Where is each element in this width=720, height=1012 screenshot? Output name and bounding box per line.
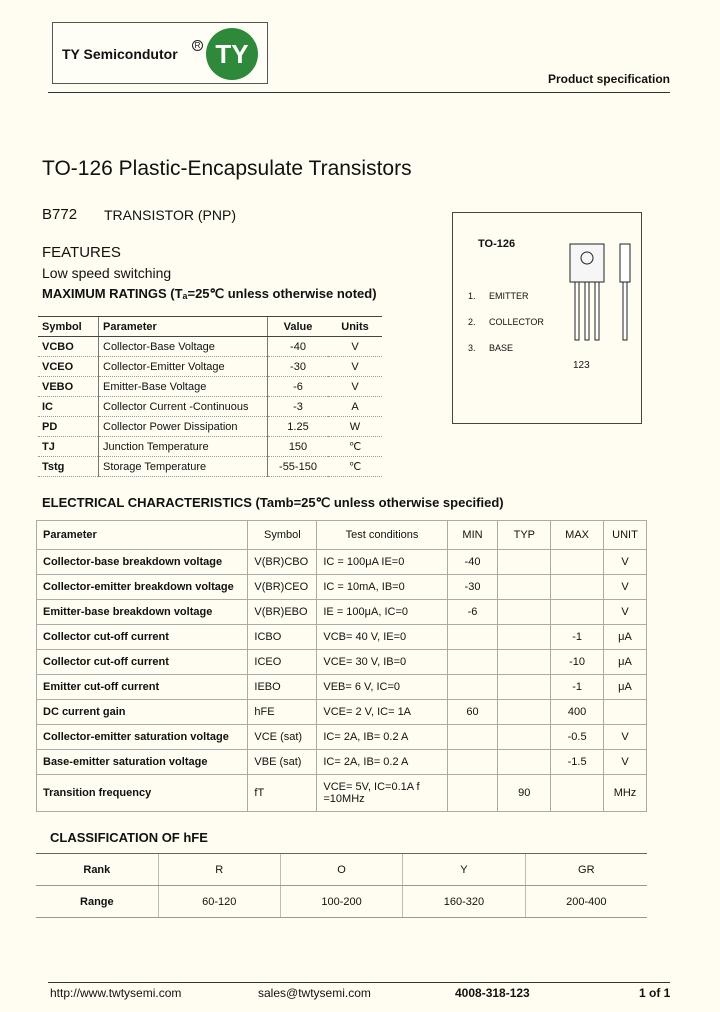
- pin-label: COLLECTOR: [489, 317, 544, 327]
- symbol-cell: hFE: [248, 700, 317, 725]
- condition-cell: IC = 10mA, IB=0: [317, 575, 447, 600]
- table-row: [38, 397, 382, 417]
- table-row: [37, 600, 647, 625]
- table-row: [37, 550, 647, 575]
- condition-cell: VEB= 6 V, IC=0: [317, 675, 447, 700]
- condition-cell: VCE= 30 V, IB=0: [317, 650, 447, 675]
- condition-cell: IC = 100μA IE=0: [317, 550, 447, 575]
- unit-cell: V: [604, 600, 647, 625]
- column-header: Parameter: [37, 521, 248, 550]
- column-header: Value: [268, 317, 329, 337]
- pin-order: 123: [573, 360, 590, 371]
- max-cell: -10: [551, 650, 604, 675]
- typ-cell: [498, 575, 551, 600]
- symbol-cell: ICBO: [248, 625, 317, 650]
- max-ratings-table: [38, 316, 382, 477]
- unit-cell: ℃: [328, 437, 382, 457]
- unit-cell: V: [328, 377, 382, 397]
- min-cell: [447, 675, 498, 700]
- symbol-cell: VCEO: [38, 357, 99, 377]
- unit-cell: MHz: [604, 775, 647, 812]
- symbol-cell: V(BR)CBO: [248, 550, 317, 575]
- symbol-cell: Tstg: [38, 457, 99, 477]
- max-ratings-heading: MAXIMUM RATINGS (Tₐ=25℃ unless otherwise noted): [42, 286, 377, 301]
- part-number: B772: [42, 206, 78, 223]
- value-cell: -6: [268, 377, 329, 397]
- spec-label: Product specification: [547, 72, 670, 86]
- classification-heading: CLASSIFICATION OF hFE: [50, 830, 208, 845]
- unit-cell: A: [328, 397, 382, 417]
- min-cell: [447, 625, 498, 650]
- typ-cell: [498, 750, 551, 775]
- symbol-cell: VCE (sat): [248, 725, 317, 750]
- column-header: Symbol: [38, 317, 99, 337]
- table-row: [37, 725, 647, 750]
- header-divider: [48, 92, 670, 93]
- column-header: TYP: [498, 521, 551, 550]
- min-cell: [447, 750, 498, 775]
- max-cell: -0.5: [551, 725, 604, 750]
- table-row: [37, 750, 647, 775]
- typ-cell: [498, 725, 551, 750]
- max-cell: -1.5: [551, 750, 604, 775]
- parameter-cell: Collector-emitter saturation voltage: [37, 725, 248, 750]
- column-header: Units: [328, 317, 382, 337]
- table-row: [38, 357, 382, 377]
- min-cell: [447, 650, 498, 675]
- parameter-cell: Base-emitter saturation voltage: [37, 750, 248, 775]
- parameter-cell: Collector-emitter breakdown voltage: [37, 575, 248, 600]
- rank-row: [36, 854, 647, 886]
- document-title: TO-126 Plastic-Encapsulate Transistors: [42, 157, 412, 180]
- parameter-cell: Collector-base breakdown voltage: [37, 550, 248, 575]
- pin-number: 2.: [468, 317, 476, 327]
- table-row: [37, 575, 647, 600]
- electrical-table: [36, 520, 647, 812]
- parameter-cell: Transition frequency: [37, 775, 248, 812]
- symbol-cell: PD: [38, 417, 99, 437]
- parameter-cell: Emitter cut-off current: [37, 675, 248, 700]
- unit-cell: V: [328, 337, 382, 357]
- range-cell: 100-200: [280, 886, 402, 918]
- min-cell: [447, 775, 498, 812]
- company-logo: TY: [206, 28, 258, 80]
- footer-divider: [48, 982, 670, 983]
- unit-cell: μA: [604, 650, 647, 675]
- feature-item: Low speed switching: [42, 265, 172, 281]
- registered-mark: R: [192, 40, 203, 51]
- symbol-cell: VEBO: [38, 377, 99, 397]
- value-cell: -3: [268, 397, 329, 417]
- column-header: Parameter: [99, 317, 268, 337]
- condition-cell: VCB= 40 V, IE=0: [317, 625, 447, 650]
- table-row: [38, 457, 382, 477]
- min-cell: -30: [447, 575, 498, 600]
- condition-cell: IC= 2A, IB= 0.2 A: [317, 725, 447, 750]
- typ-cell: 90: [498, 775, 551, 812]
- value-cell: -30: [268, 357, 329, 377]
- footer-phone: 4008-318-123: [455, 986, 530, 1000]
- unit-cell: V: [604, 750, 647, 775]
- rank-cell: R: [158, 854, 280, 886]
- column-header: Symbol: [248, 521, 317, 550]
- table-row: [38, 377, 382, 397]
- table-header-row: [37, 521, 647, 550]
- min-cell: 60: [447, 700, 498, 725]
- features-heading: FEATURES: [42, 244, 121, 261]
- unit-cell: μA: [604, 625, 647, 650]
- parameter-cell: Collector Power Dissipation: [99, 417, 268, 437]
- max-cell: [551, 550, 604, 575]
- electrical-heading: ELECTRICAL CHARACTERISTICS (Tamb=25℃ unless otherwise specified): [42, 495, 504, 510]
- table-header-row: [38, 317, 382, 337]
- table-row: [38, 417, 382, 437]
- max-cell: -1: [551, 625, 604, 650]
- value-cell: -40: [268, 337, 329, 357]
- footer-website[interactable]: http://www.twtysemi.com: [50, 986, 182, 1000]
- symbol-cell: VCBO: [38, 337, 99, 357]
- rank-cell: GR: [525, 854, 647, 886]
- range-cell: 200-400: [525, 886, 647, 918]
- unit-cell: [604, 700, 647, 725]
- parameter-cell: Emitter-base breakdown voltage: [37, 600, 248, 625]
- column-header: UNIT: [604, 521, 647, 550]
- parameter-cell: Junction Temperature: [99, 437, 268, 457]
- pin-label: EMITTER: [489, 291, 529, 301]
- pin-number: 1.: [468, 291, 476, 301]
- unit-cell: V: [328, 357, 382, 377]
- value-cell: 150: [268, 437, 329, 457]
- rank-label: Rank: [36, 854, 158, 886]
- typ-cell: [498, 700, 551, 725]
- typ-cell: [498, 650, 551, 675]
- unit-cell: V: [604, 575, 647, 600]
- min-cell: -6: [447, 600, 498, 625]
- typ-cell: [498, 550, 551, 575]
- footer-page-number: 1 of 1: [639, 986, 671, 1000]
- typ-cell: [498, 600, 551, 625]
- rank-cell: Y: [403, 854, 525, 886]
- symbol-cell: IC: [38, 397, 99, 417]
- parameter-cell: Collector-Base Voltage: [99, 337, 268, 357]
- column-header: MAX: [551, 521, 604, 550]
- table-row: [37, 700, 647, 725]
- table-row: [37, 625, 647, 650]
- unit-cell: W: [328, 417, 382, 437]
- footer-email[interactable]: sales@twtysemi.com: [258, 986, 371, 1000]
- range-label: Range: [36, 886, 158, 918]
- column-header: Test conditions: [317, 521, 447, 550]
- max-cell: 400: [551, 700, 604, 725]
- classification-table: [36, 853, 647, 918]
- table-row: [37, 775, 647, 812]
- table-row: [38, 437, 382, 457]
- max-cell: [551, 575, 604, 600]
- to126-package-icon: [560, 238, 640, 342]
- unit-cell: V: [604, 725, 647, 750]
- pin-label: BASE: [489, 343, 514, 353]
- unit-cell: μA: [604, 675, 647, 700]
- min-cell: -40: [447, 550, 498, 575]
- symbol-cell: TJ: [38, 437, 99, 457]
- max-cell: [551, 600, 604, 625]
- table-row: [37, 675, 647, 700]
- symbol-cell: V(BR)EBO: [248, 600, 317, 625]
- min-cell: [447, 725, 498, 750]
- symbol-cell: IEBO: [248, 675, 317, 700]
- typ-cell: [498, 625, 551, 650]
- table-row: [38, 337, 382, 357]
- package-name: TO-126: [478, 238, 516, 250]
- unit-cell: ℃: [328, 457, 382, 477]
- symbol-cell: V(BR)CEO: [248, 575, 317, 600]
- symbol-cell: ICEO: [248, 650, 317, 675]
- part-type: TRANSISTOR (PNP): [104, 207, 236, 223]
- company-name: TY Semicondutor: [62, 46, 178, 62]
- table-row: [37, 650, 647, 675]
- max-cell: -1: [551, 675, 604, 700]
- range-cell: 160-320: [403, 886, 525, 918]
- value-cell: 1.25: [268, 417, 329, 437]
- max-cell: [551, 775, 604, 812]
- range-row: [36, 886, 647, 918]
- parameter-cell: Collector-Emitter Voltage: [99, 357, 268, 377]
- parameter-cell: DC current gain: [37, 700, 248, 725]
- parameter-cell: Collector cut-off current: [37, 625, 248, 650]
- condition-cell: VCE= 5V, IC=0.1A f =10MHz: [317, 775, 447, 812]
- condition-cell: IC= 2A, IB= 0.2 A: [317, 750, 447, 775]
- symbol-cell: fT: [248, 775, 317, 812]
- parameter-cell: Collector cut-off current: [37, 650, 248, 675]
- condition-cell: VCE= 2 V, IC= 1A: [317, 700, 447, 725]
- symbol-cell: VBE (sat): [248, 750, 317, 775]
- parameter-cell: Emitter-Base Voltage: [99, 377, 268, 397]
- rank-cell: O: [280, 854, 402, 886]
- parameter-cell: Collector Current -Continuous: [99, 397, 268, 417]
- column-header: MIN: [447, 521, 498, 550]
- parameter-cell: Storage Temperature: [99, 457, 268, 477]
- range-cell: 60-120: [158, 886, 280, 918]
- unit-cell: V: [604, 550, 647, 575]
- typ-cell: [498, 675, 551, 700]
- value-cell: -55-150: [268, 457, 329, 477]
- pin-number: 3.: [468, 343, 476, 353]
- condition-cell: IE = 100μA, IC=0: [317, 600, 447, 625]
